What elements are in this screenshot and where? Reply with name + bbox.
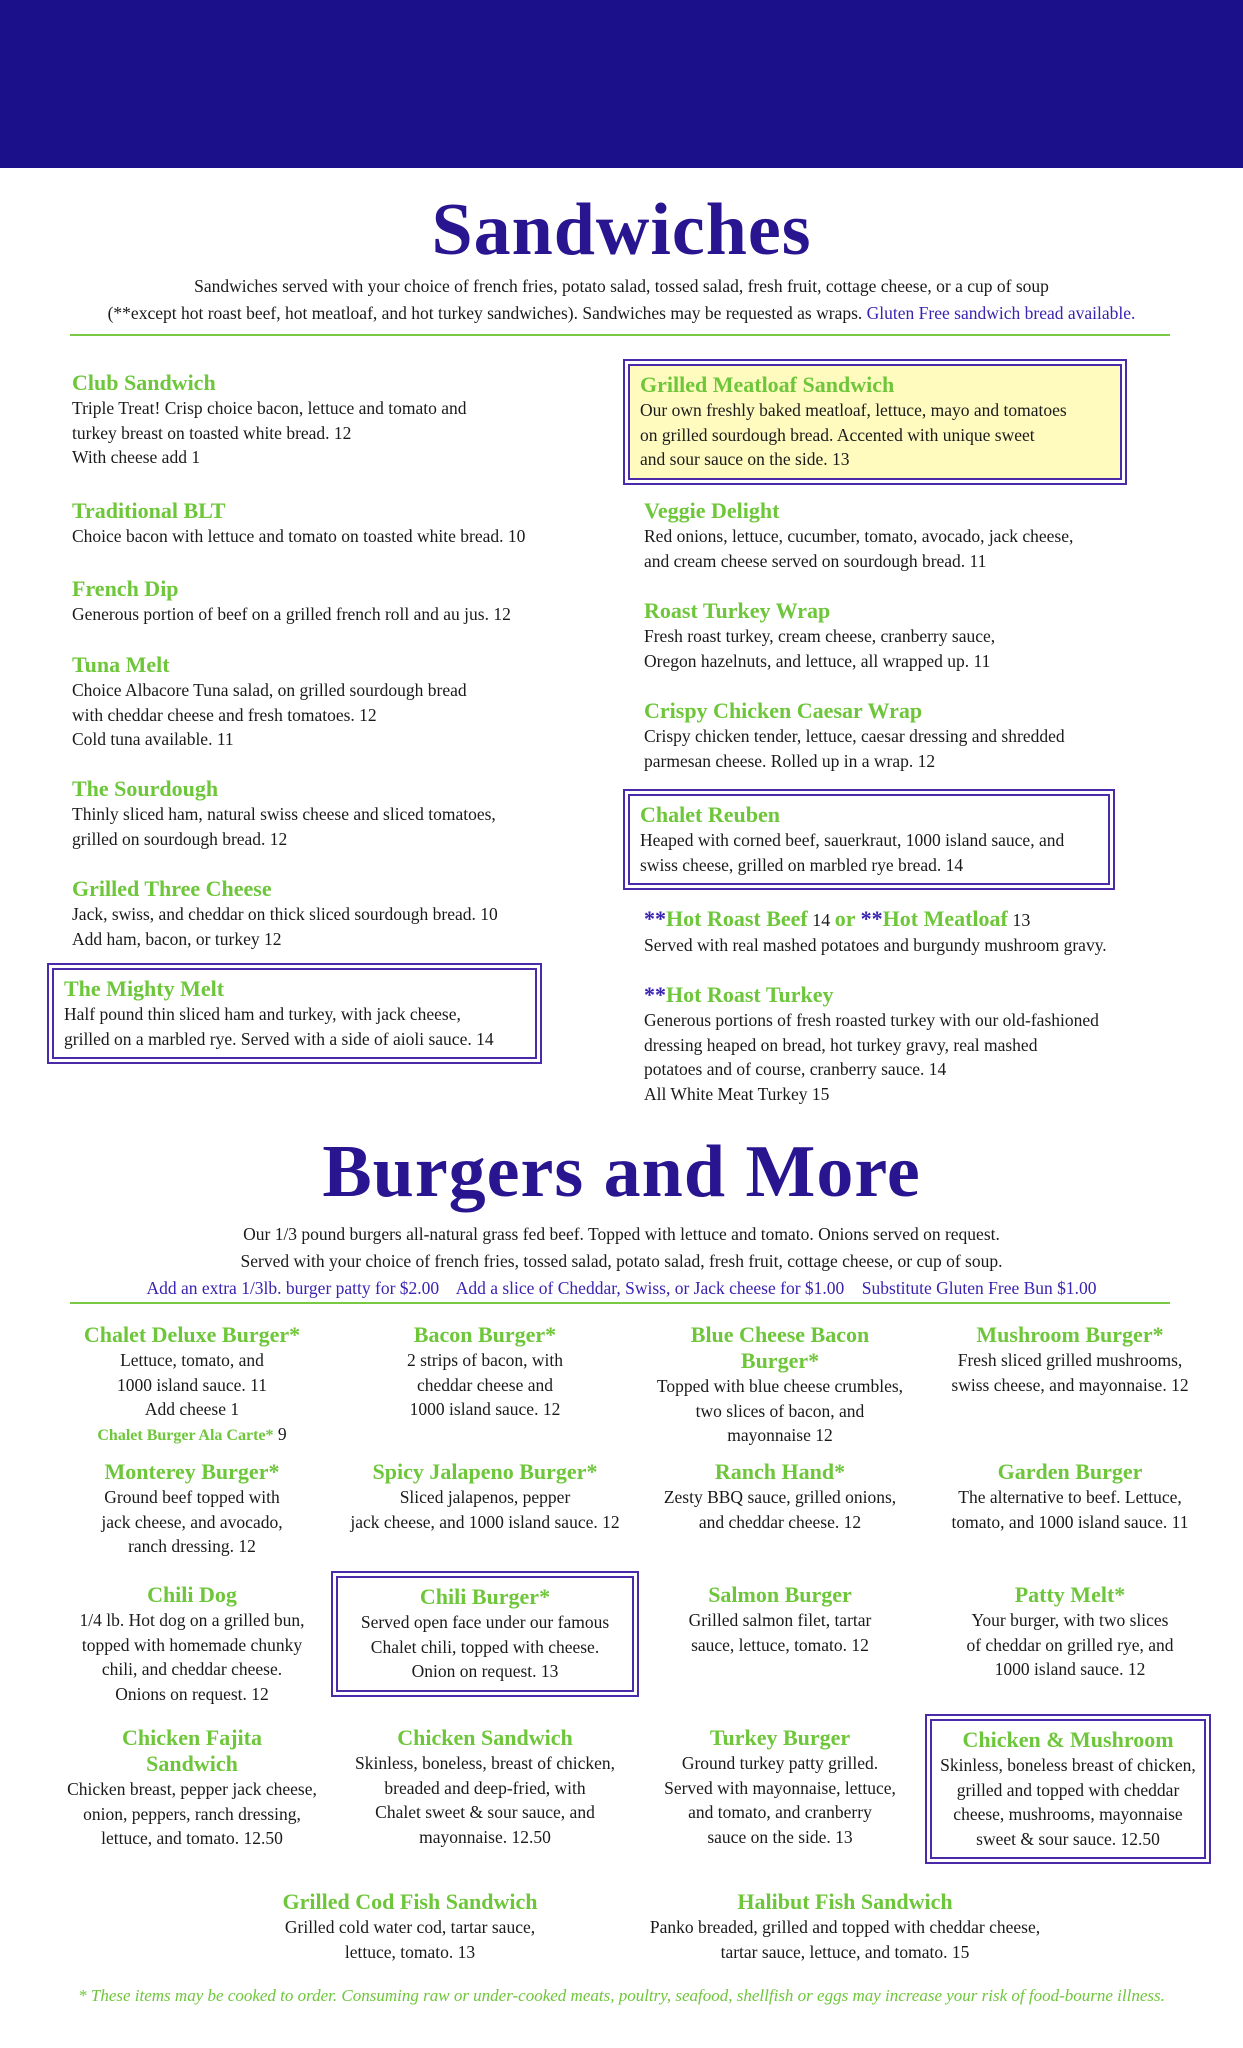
menu-item-the-mighty-melt — [52, 968, 537, 1059]
item-sub-price: 9 — [273, 1423, 287, 1444]
stars-marker: ** — [644, 906, 666, 931]
item-desc: 2 strips of bacon, with — [406, 1350, 564, 1370]
item-name-part: Hot Meatloaf — [882, 906, 1008, 931]
item-name: Salmon Burger — [708, 1582, 852, 1607]
item-desc: two slices of bacon, and — [695, 1400, 865, 1421]
item-sub-name: Chalet Burger Ala Carte* — [97, 1426, 274, 1444]
item-desc: dressing heaped on bread, hot turkey gravy, real mashed — [644, 1034, 1038, 1055]
item-desc: ranch dressing. 12 — [128, 1536, 256, 1556]
item-desc: lettuce, tomato. 13 — [344, 1941, 476, 1962]
item-desc: breaded and deep-fried, with — [384, 1777, 586, 1798]
menu-item-mushroom-burger — [920, 1322, 1220, 1397]
item-desc: Ground beef topped with — [104, 1487, 280, 1507]
item-desc: and cream cheese served on sourdough bread. 11 — [644, 550, 987, 571]
item-desc: Grilled salmon filet, tartar — [688, 1610, 872, 1630]
item-desc: Your burger, with two slices — [971, 1610, 1169, 1630]
item-desc: Grilled cold water cod, tartar sauce, — [284, 1917, 536, 1937]
menu-item-ranch-hand — [630, 1459, 930, 1534]
menu-item-spicy-jalapeno-burger — [335, 1459, 635, 1534]
item-desc: Ground turkey patty grilled. — [681, 1753, 879, 1773]
item-name: Chicken & Mushroom — [962, 1727, 1174, 1752]
item-desc: Chalet chili, topped with cheese. — [370, 1636, 600, 1657]
sandwiches-intro — [0, 273, 1243, 327]
item-name: Chalet Reuben — [640, 802, 780, 827]
menu-item-grilled-cod-fish-sandwich — [230, 1889, 590, 1964]
item-desc: Add cheese 1 — [144, 1399, 240, 1419]
menu-item-club-sandwich — [72, 370, 466, 470]
item-desc: Generous portion of beef on a grilled french roll and au jus. 12 — [72, 604, 511, 624]
item-name: Grilled Cod Fish Sandwich — [282, 1889, 538, 1914]
menu-item-chalet-reuben — [628, 794, 1110, 885]
item-desc: grilled and topped with cheddar — [956, 1779, 1180, 1800]
item-desc: on grilled sourdough bread. Accented with unique sweet — [640, 424, 1035, 445]
item-name: Halibut Fish Sandwich — [737, 1889, 953, 1914]
item-desc: Oregon hazelnuts, and lettuce, all wrapped up. 11 — [644, 650, 991, 671]
item-desc: Half pound thin sliced ham and turkey, with jack cheese, — [64, 1004, 461, 1024]
item-desc: Served open face under our famous — [360, 1612, 610, 1632]
item-desc: of cheddar on grilled rye, and — [966, 1634, 1174, 1655]
item-name: Roast Turkey Wrap — [644, 598, 831, 623]
item-name: The Mighty Melt — [64, 976, 225, 1001]
item-name-part: Hot Roast Turkey — [666, 982, 834, 1007]
menu-item-tuna-melt — [72, 652, 467, 752]
item-desc: Served with mayonnaise, lettuce, — [664, 1777, 896, 1798]
item-name: Ranch Hand* — [714, 1459, 846, 1484]
food-safety-footnote: * These items may be cooked to order. Consuming raw or under-cooked meats, poultry, seafood, shellfish or eggs may increase your risk of food-bourne illness. — [78, 1986, 1165, 2005]
burgers-intro — [0, 1221, 1243, 1302]
item-desc: Generous portions of fresh roasted turkey with our old-fashioned — [644, 1010, 1099, 1030]
item-name: Garden Burger — [997, 1459, 1143, 1484]
item-desc: Skinless, boneless breast of chicken, — [940, 1755, 1196, 1775]
item-desc: Choice bacon with lettuce and tomato on toasted white bread. 10 — [72, 526, 526, 546]
item-name: Monterey Burger* — [104, 1459, 280, 1484]
item-desc: jack cheese, and avocado, — [101, 1511, 283, 1532]
item-name-part: Hot Roast Beef — [666, 906, 808, 931]
item-desc: sweet & sour sauce. 12.50 — [976, 1828, 1160, 1849]
menu-item-crispy-chicken-caesar-wrap — [644, 698, 1065, 773]
item-desc: topped with homemade chunky — [81, 1634, 303, 1655]
menu-item-hot-roast-turkey — [644, 982, 1099, 1106]
menu-item-traditional-blt — [72, 498, 525, 549]
item-desc: with cheddar cheese and fresh tomatoes. 12 — [72, 704, 377, 725]
menu-item-salmon-burger — [630, 1582, 930, 1657]
stars-marker: ** — [860, 906, 883, 931]
item-name: Chicken Sandwich — [397, 1725, 573, 1750]
item-desc: grilled on sourdough bread. 12 — [72, 828, 288, 849]
menu-item-bacon-burger — [335, 1322, 635, 1422]
item-desc: Panko breaded, grilled and topped with cheddar cheese, — [649, 1917, 1041, 1937]
item-desc: Choice Albacore Tuna salad, on grilled sourdough bread — [72, 680, 467, 700]
item-name: Club Sandwich — [72, 370, 216, 395]
item-desc: potatoes and of course, cranberry sauce. 14 — [644, 1059, 947, 1079]
burgers-intro-line2: Served with your choice of french fries, tossed salad, potato salad, fresh fruit, cottage cheese, or cup of soup. — [240, 1251, 1003, 1271]
item-or: or — [834, 906, 861, 931]
sandwiches-intro-line1: Sandwiches served with your choice of french fries, potato salad, tossed salad, fresh fruit, cottage cheese, or a cup of soup — [194, 276, 1049, 296]
menu-item-chili-burger — [336, 1576, 634, 1692]
item-desc: 1000 island sauce. 12 — [994, 1659, 1146, 1679]
item-name — [644, 982, 1099, 1008]
item-desc: tartar sauce, lettuce, and tomato. 15 — [720, 1941, 970, 1962]
item-desc: Lettuce, tomato, and — [120, 1350, 264, 1370]
item-desc: Red onions, lettuce, cucumber, tomato, avocado, jack cheese, — [644, 526, 1074, 546]
item-desc: Skinless, boneless, breast of chicken, — [354, 1753, 615, 1773]
item-name: Traditional BLT — [72, 498, 226, 523]
item-desc: Zesty BBQ sauce, grilled onions, — [663, 1487, 897, 1507]
item-desc: Chalet sweet & sour sauce, and — [375, 1802, 595, 1822]
intro-stars: (** — [107, 303, 131, 323]
item-desc: Sliced jalapenos, pepper — [399, 1487, 571, 1507]
item-desc: and sour sauce on the side. 13 — [640, 449, 850, 469]
menu-item-the-sourdough — [72, 776, 496, 851]
item-name: Grilled Three Cheese — [72, 876, 272, 901]
item-desc: All White Meat Turkey 15 — [644, 1083, 830, 1104]
item-name: Turkey Burger — [709, 1725, 851, 1750]
item-desc: and tomato, and cranberry — [688, 1802, 872, 1822]
item-desc: Jack, swiss, and cheddar on thick sliced sourdough bread. 10 — [72, 904, 498, 924]
menu-item-monterey-burger — [42, 1459, 342, 1559]
menu-item-chicken-sandwich — [335, 1725, 635, 1849]
item-name: Burger* — [740, 1348, 820, 1373]
menu-item-veggie-delight — [644, 498, 1073, 573]
item-desc: sauce, lettuce, tomato. 12 — [691, 1634, 869, 1655]
menu-item-chalet-deluxe-burger — [42, 1322, 342, 1448]
item-name: Tuna Melt — [72, 652, 170, 677]
item-desc: Add ham, bacon, or turkey 12 — [72, 928, 282, 949]
item-desc: mayonnaise. 12.50 — [419, 1826, 551, 1847]
burgers-add-ons: Add an extra 1/3lb. burger patty for $2.00 Add a slice of Cheddar, Swiss, or Jack cheese for $1.00 Substitute Gluten Free Bun $1.00 — [146, 1278, 1097, 1298]
item-desc: swiss cheese, and mayonnaise. 12 — [951, 1374, 1189, 1395]
item-name — [644, 906, 1107, 933]
item-name: Chili Burger* — [419, 1584, 551, 1609]
item-name: Grilled Meatloaf Sandwich — [640, 372, 895, 397]
item-desc: Onions on request. 12 — [115, 1683, 269, 1704]
item-desc: and cheddar cheese. 12 — [698, 1511, 862, 1532]
item-desc: Thinly sliced ham, natural swiss cheese and sliced tomatoes, — [72, 804, 496, 824]
item-desc: Fresh roast turkey, cream cheese, cranberry sauce, — [644, 626, 996, 646]
item-desc: Crispy chicken tender, lettuce, caesar dressing and shredded — [644, 726, 1065, 746]
burgers-title: Burgers and More — [322, 1131, 921, 1213]
item-desc: mayonnaise 12 — [727, 1425, 833, 1445]
sandwiches-intro-line2 — [0, 300, 1243, 327]
burgers-intro-line1: Our 1/3 pound burgers all-natural grass fed beef. Topped with lettuce and tomato. Onions served on request. — [243, 1224, 1000, 1244]
item-desc: Our own freshly baked meatloaf, lettuce, mayo and tomatoes — [640, 400, 1067, 420]
burgers-divider — [70, 1302, 1170, 1304]
menu-item-grilled-three-cheese — [72, 876, 498, 951]
item-desc: turkey breast on toasted white bread. 12 — [72, 422, 352, 443]
item-desc: grilled on a marbled rye. Served with a side of aioli sauce. 14 — [64, 1028, 494, 1049]
menu-item-grilled-meatloaf-sandwich — [628, 364, 1122, 480]
item-desc: 1000 island sauce. 12 — [409, 1399, 561, 1419]
item-desc: cheese, mushrooms, mayonnaise — [953, 1804, 1183, 1824]
sandwiches-divider — [70, 334, 1170, 336]
item-desc: onion, peppers, ranch dressing, — [83, 1803, 301, 1824]
item-desc: Onion on request. 13 — [411, 1661, 559, 1681]
menu-item-blue-cheese-bacon-burger — [630, 1322, 930, 1448]
menu-item-chicken-and-mushroom — [930, 1719, 1206, 1859]
intro-text: except hot roast beef, hot meatloaf, and hot turkey sandwiches). Sandwiches may be requested as wraps. — [130, 303, 867, 323]
item-desc: Heaped with corned beef, sauerkraut, 1000 island sauce, and — [640, 830, 1065, 850]
item-name: Bacon Burger* — [413, 1322, 557, 1347]
item-desc: tomato, and 1000 island sauce. 11 — [951, 1511, 1189, 1532]
menu-item-turkey-burger — [630, 1725, 930, 1849]
item-name: Chalet Deluxe Burger* — [83, 1322, 301, 1347]
item-desc: lettuce, and tomato. 12.50 — [101, 1828, 283, 1848]
menu-item-patty-melt — [920, 1582, 1220, 1682]
item-desc: cheddar cheese and — [416, 1374, 554, 1395]
item-name: French Dip — [72, 576, 179, 601]
menu-item-halibut-fish-sandwich — [620, 1889, 1070, 1964]
item-desc: Cold tuna available. 11 — [72, 729, 234, 749]
item-price: 13 — [1007, 910, 1031, 930]
item-desc: 1000 island sauce. 11 — [116, 1374, 267, 1395]
menu-item-chicken-fajita-sandwich — [42, 1725, 342, 1851]
header-bar — [0, 0, 1243, 168]
menu-item-roast-turkey-wrap — [644, 598, 995, 673]
item-name: Spicy Jalapeno Burger* — [372, 1459, 598, 1484]
gluten-free-note: Gluten Free sandwich bread available. — [866, 303, 1136, 323]
item-desc: chili, and cheddar cheese. — [101, 1659, 283, 1679]
item-desc: The alternative to beef. Lettuce, — [958, 1487, 1182, 1507]
menu-item-chili-dog — [42, 1582, 342, 1706]
sandwiches-title: Sandwiches — [431, 189, 812, 271]
item-name: The Sourdough — [72, 776, 219, 801]
menu-item-hot-roast-beef-or-meatloaf — [644, 906, 1107, 958]
item-name: Chicken Fajita — [122, 1725, 262, 1750]
item-desc: parmesan cheese. Rolled up in a wrap. 12 — [644, 750, 936, 771]
item-desc: With cheese add 1 — [72, 447, 201, 467]
item-desc: swiss cheese, grilled on marbled rye bread. 14 — [640, 854, 964, 875]
stars-marker: ** — [644, 982, 666, 1007]
item-desc: Triple Treat! Crisp choice bacon, lettuce and tomato and — [72, 398, 467, 418]
item-desc: Chicken breast, pepper jack cheese, — [67, 1779, 317, 1799]
item-name: Veggie Delight — [644, 498, 780, 523]
item-desc: sauce on the side. 13 — [707, 1826, 853, 1847]
item-price: 14 — [807, 910, 835, 930]
item-desc: Topped with blue cheese crumbles, — [656, 1376, 904, 1396]
item-desc: Fresh sliced grilled mushrooms, — [957, 1350, 1183, 1370]
item-name: Blue Cheese Bacon — [690, 1322, 870, 1347]
item-name: Crispy Chicken Caesar Wrap — [644, 698, 923, 723]
menu-item-french-dip — [72, 576, 511, 627]
item-name: Chili Dog — [147, 1582, 237, 1607]
item-name: Patty Melt* — [1014, 1582, 1126, 1607]
item-desc: 1/4 lb. Hot dog on a grilled bun, — [79, 1610, 305, 1630]
item-name: Sandwich — [146, 1751, 238, 1776]
item-desc: jack cheese, and 1000 island sauce. 12 — [350, 1511, 620, 1532]
item-name: Mushroom Burger* — [976, 1322, 1164, 1347]
menu-item-garden-burger — [920, 1459, 1220, 1534]
item-desc: Served with real mashed potatoes and burgundy mushroom gravy. — [644, 935, 1107, 955]
